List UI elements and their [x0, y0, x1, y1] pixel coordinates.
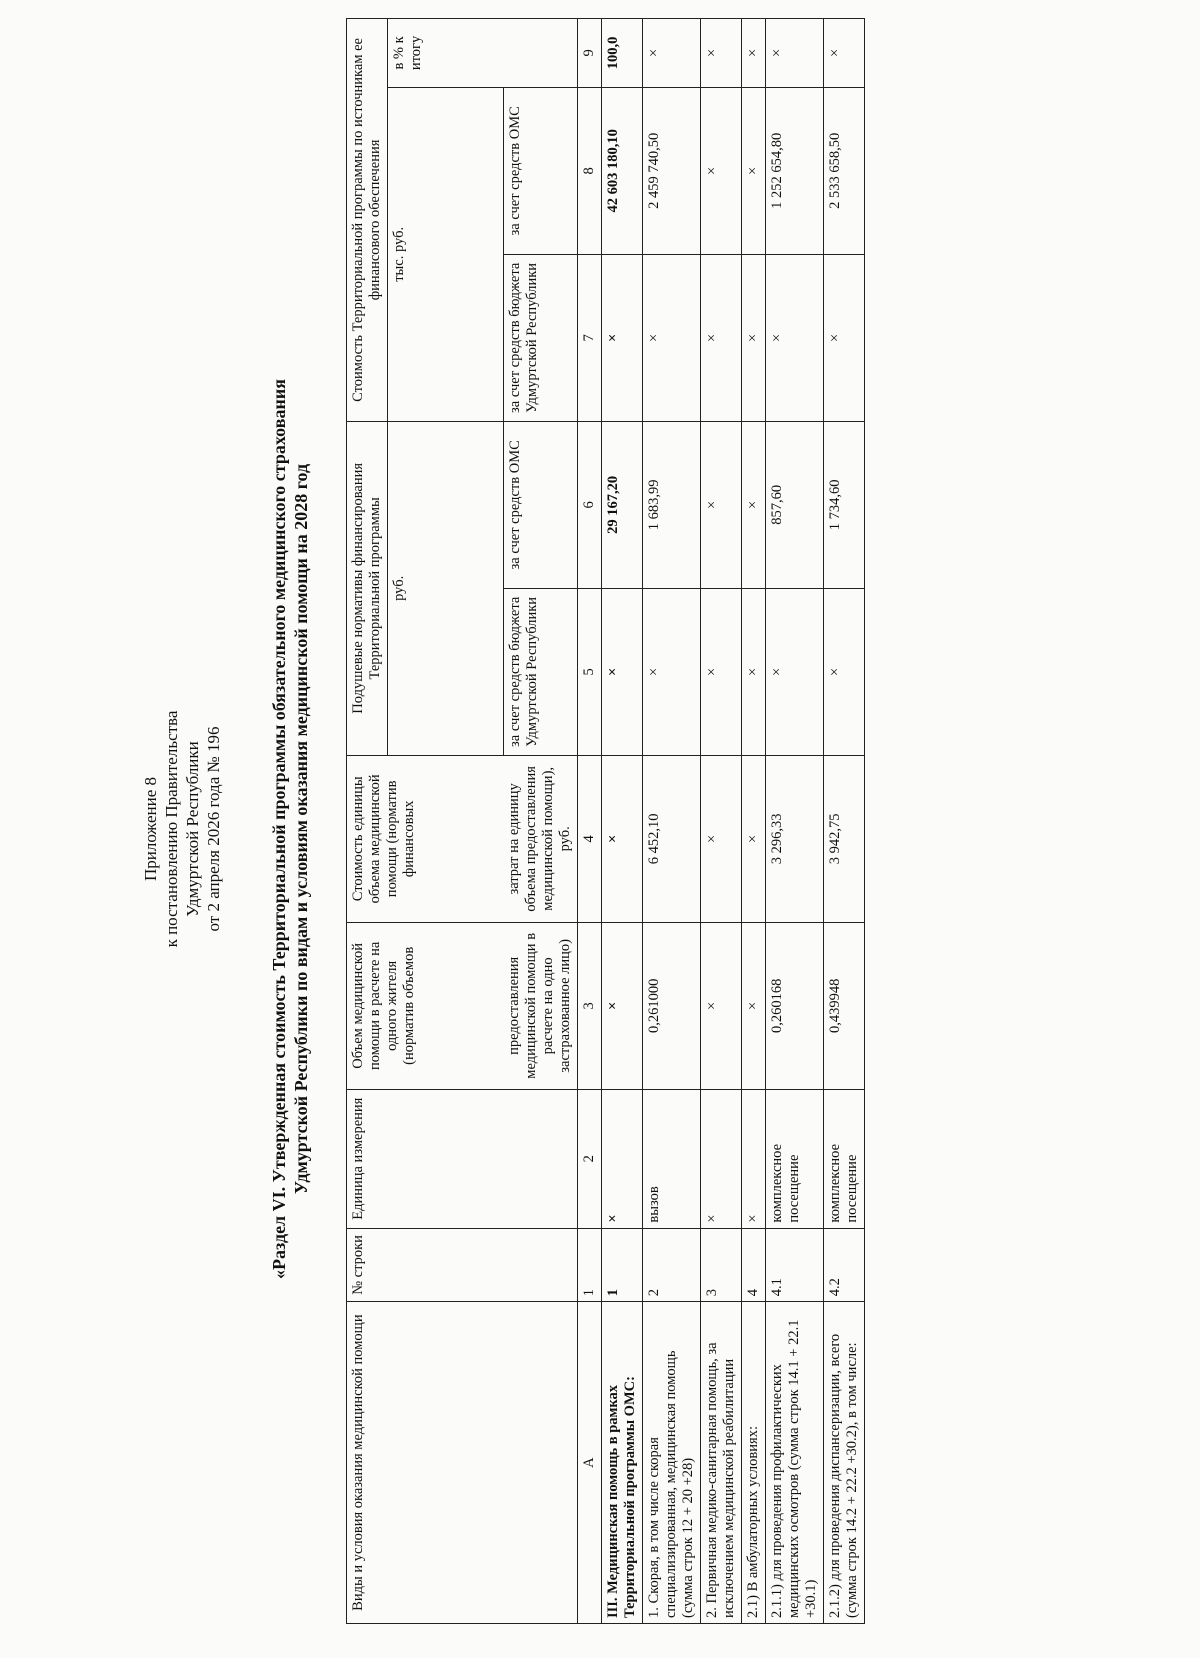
row-value-cell: 1 — [602, 1228, 643, 1302]
row-value-cell: × — [742, 421, 766, 588]
row-value-cell: × — [643, 19, 701, 88]
row-value-cell: 3 942,75 — [824, 755, 865, 922]
header-cell-4-top: Стоимость единицы объема медицинской помощи (норматив финансовых — [347, 755, 504, 922]
row-value-cell: 2 533 658,50 — [824, 87, 865, 254]
row-name-cell: 2. Первичная медико-санитарная помощь, за исключением медицинской реабилитации — [701, 1302, 742, 1624]
number-cell: 6 — [578, 421, 602, 588]
row-value-cell: × — [602, 588, 643, 755]
row-value-cell: 1 734,60 — [824, 421, 865, 588]
header-cell-1: № строки — [347, 1228, 578, 1302]
header-cell-4-bottom: затрат на единицу объема предоставления медицинской помощи), руб. — [503, 755, 578, 922]
row-value-cell: × — [701, 922, 742, 1089]
header-cell-3-top: Объем медицинской помощи в расчете на одного жителя (норматив объемов — [347, 922, 504, 1089]
header-unit-78: тыс. руб. — [388, 87, 504, 421]
row-value-cell: × — [701, 421, 742, 588]
row-name-cell: 2.1.2) для проведения диспансеризации, всего (сумма строк 14.2 + 22.2 +30.2), в том числе: — [824, 1302, 865, 1624]
row-value-cell: × — [643, 254, 701, 421]
heading-line: Удмуртской Республики по видам и условиям оказания медицинской помощи на 2028 год — [291, 463, 311, 1195]
number-cell: 1 — [578, 1228, 602, 1302]
row-value-cell: 4 — [742, 1228, 766, 1302]
row-value-cell: 100,0 — [602, 19, 643, 88]
table-row — [701, 19, 742, 1624]
row-value-cell: × — [602, 254, 643, 421]
row-name-cell: 2.1.1) для проведения профилактических медицинских осмотров (сумма строк 14.1 + 22.1 +30.1) — [766, 1302, 824, 1624]
row-name-cell: III. Медицинская помощь в рамках Территориальной программы ОМС: — [602, 1302, 643, 1624]
header-cell-6: за счет средств ОМС — [503, 421, 578, 588]
header-unit-56: руб. — [388, 421, 504, 755]
row-value-cell: 2 — [643, 1228, 701, 1302]
section-heading — [268, 0, 312, 1658]
row-value-cell: 2 459 740,50 — [643, 87, 701, 254]
row-value-cell: × — [701, 19, 742, 88]
row-value-cell: вызов — [643, 1089, 701, 1228]
row-value-cell: × — [766, 588, 824, 755]
row-value-cell: × — [602, 1089, 643, 1228]
row-value-cell: × — [602, 922, 643, 1089]
row-name-cell: 1. Скорая, в том числе скорая специализированная, медицинская помощь (сумма строк 12 + 20 +28) — [643, 1302, 701, 1624]
appendix-line: Удмуртской Республики — [183, 741, 202, 917]
row-value-cell: × — [742, 755, 766, 922]
row-value-cell: × — [701, 1089, 742, 1228]
number-cell: 9 — [578, 19, 602, 88]
appendix-block — [140, 0, 224, 1658]
header-cell-9: в % к итогу — [388, 19, 578, 88]
table-row — [643, 19, 701, 1624]
row-value-cell: 3 296,33 — [766, 755, 824, 922]
row-value-cell: × — [824, 254, 865, 421]
row-value-cell: × — [742, 922, 766, 1089]
number-cell: 4 — [578, 755, 602, 922]
table-row — [824, 19, 865, 1624]
row-value-cell: 0,260168 — [766, 922, 824, 1089]
table-row — [602, 19, 643, 1624]
row-value-cell: 4.1 — [766, 1228, 824, 1302]
header-cell-a: Виды и условия оказания медицинской помощи — [347, 1302, 578, 1624]
table-row — [766, 19, 824, 1624]
header-cell-7: за счет средств бюджета Удмуртской Республики — [503, 254, 578, 421]
header-group-789: Стоимость Территориальной программы по источникам ее финансового обеспечения — [347, 19, 388, 422]
row-value-cell: 0,439948 — [824, 922, 865, 1089]
number-cell: 3 — [578, 922, 602, 1089]
heading-line: «Раздел VI. Утвержденная стоимость Территориальной программы обязательного медицинского страхования — [269, 379, 289, 1279]
row-value-cell: × — [643, 588, 701, 755]
row-value-cell: × — [766, 19, 824, 88]
row-value-cell: 857,60 — [766, 421, 824, 588]
row-value-cell: 3 — [701, 1228, 742, 1302]
row-value-cell: 29 167,20 — [602, 421, 643, 588]
row-value-cell: 4.2 — [824, 1228, 865, 1302]
row-value-cell: 42 603 180,10 — [602, 87, 643, 254]
row-value-cell: × — [742, 254, 766, 421]
row-name-cell: 2.1) В амбулаторных условиях: — [742, 1302, 766, 1624]
appendix-line: к постановлению Правительства — [162, 710, 181, 948]
number-cell: А — [578, 1302, 602, 1624]
appendix-line: от 2 апреля 2026 года № 196 — [204, 726, 223, 932]
row-value-cell: комплексное посещение — [824, 1089, 865, 1228]
row-value-cell: 1 252 654,80 — [766, 87, 824, 254]
header-cell-2: Единица измерения — [347, 1089, 578, 1228]
row-value-cell: комплексное посещение — [766, 1089, 824, 1228]
row-value-cell: 6 452,10 — [643, 755, 701, 922]
table-row — [742, 19, 766, 1624]
row-value-cell: × — [701, 588, 742, 755]
number-cell: 5 — [578, 588, 602, 755]
row-value-cell: × — [602, 755, 643, 922]
row-value-cell: 1 683,99 — [643, 421, 701, 588]
number-cell: 7 — [578, 254, 602, 421]
header-cell-5: за счет средств бюджета Удмуртской Республики — [503, 588, 578, 755]
header-group-56: Подушевые нормативы финансирования Территориальной программы — [347, 421, 388, 755]
row-value-cell: × — [701, 87, 742, 254]
cost-table — [346, 18, 865, 1624]
table-header-row — [347, 19, 388, 1624]
row-value-cell: × — [742, 1089, 766, 1228]
number-cell: 2 — [578, 1089, 602, 1228]
numbering-row — [578, 19, 602, 1624]
row-value-cell: × — [824, 588, 865, 755]
row-value-cell: × — [701, 755, 742, 922]
row-value-cell: × — [701, 254, 742, 421]
number-cell: 8 — [578, 87, 602, 254]
row-value-cell: 0,261000 — [643, 922, 701, 1089]
row-value-cell: × — [766, 254, 824, 421]
appendix-line: Приложение 8 — [141, 777, 160, 881]
row-value-cell: × — [742, 87, 766, 254]
header-cell-8: за счет средств ОМС — [503, 87, 578, 254]
table-body — [602, 19, 865, 1624]
header-cell-3-bottom: предоставления медицинской помощи в расчете на одно застрахованное лицо) — [503, 922, 578, 1089]
row-value-cell: × — [742, 588, 766, 755]
row-value-cell: × — [742, 19, 766, 88]
row-value-cell: × — [824, 19, 865, 88]
